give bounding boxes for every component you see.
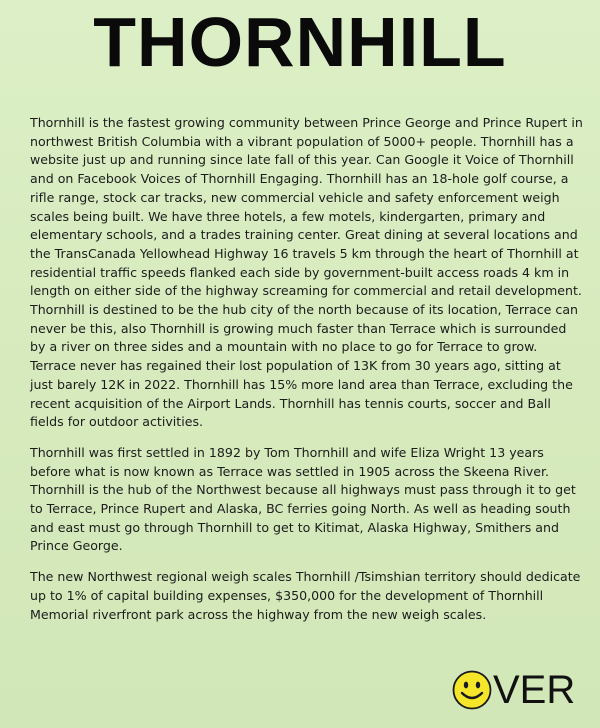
- paragraph-park: The new Northwest regional weigh scales Thornhill /Tsimshian territory should dedicate up to 1% of capital building expenses, $350,000 for the development of Thornhill Memorial riverfront park across the highway from the new weigh scales.: [30, 569, 581, 622]
- paragraph-intro: Thornhill is the fastest growing community between Prince George and Prince Rupert in northwest British Columbia with a vibrant population of 5000+ people. Thornhill has a website just up and running since late fall of this year. Can Google it Voice of Thornhill and on Facebook Voices of Thornhill Engaging. Thornhill has an 18-hole golf course, a rifle range, stock car tracks, new commercial vehicle and safety enforcement weigh scales being built. We have three hotels, a few motels, kindergarten, primary and elementary schools, and a trades training center. Great dining at several locations and the TransCanada Yellowhead Highway 16 travels 5 km through the heart of Thornhill at residential traffic speeds flanked each side by government-built access roads 4 km in length on either side of the highway screaming for commercial and retail development. Thornhill is destined to be the hub city of the north because of its location, Terrace can never be this, also Thornhill is growing much faster than Terrace which is surrounded by a river on three sides and a mountain with no place to go for Terrace to grow. Terrace never has regained their lost population of 13K from 30 years ago, sitting at just barely 12K in 2022. Thornhill has 15% more land area than Terrace, excluding the recent acquisition of the Airport Lands. Thornhill has tennis courts, soccer and Ball fields for outdoor activities.: [30, 115, 583, 430]
- over-marker: [452, 668, 575, 712]
- paragraph-history: Thornhill was first settled in 1892 by Tom Thornhill and wife Eliza Wright 13 years before what is now known as Terrace was settled in 1905 across the Skeena River. Thornhill is the hub of the Northwest because all highways must pass through it to get to Terrace, Prince Rupert and Alaska, BC ferries going North. As well as heading south and east must go through Thornhill to get to Kitimat, Alaska Highway, Smithers and Prince George.: [30, 444, 576, 554]
- page-title: THORNHILL: [93, 3, 507, 81]
- body-text: [30, 114, 583, 636]
- smiley-face-icon: [452, 670, 492, 710]
- over-label: VER: [493, 668, 576, 712]
